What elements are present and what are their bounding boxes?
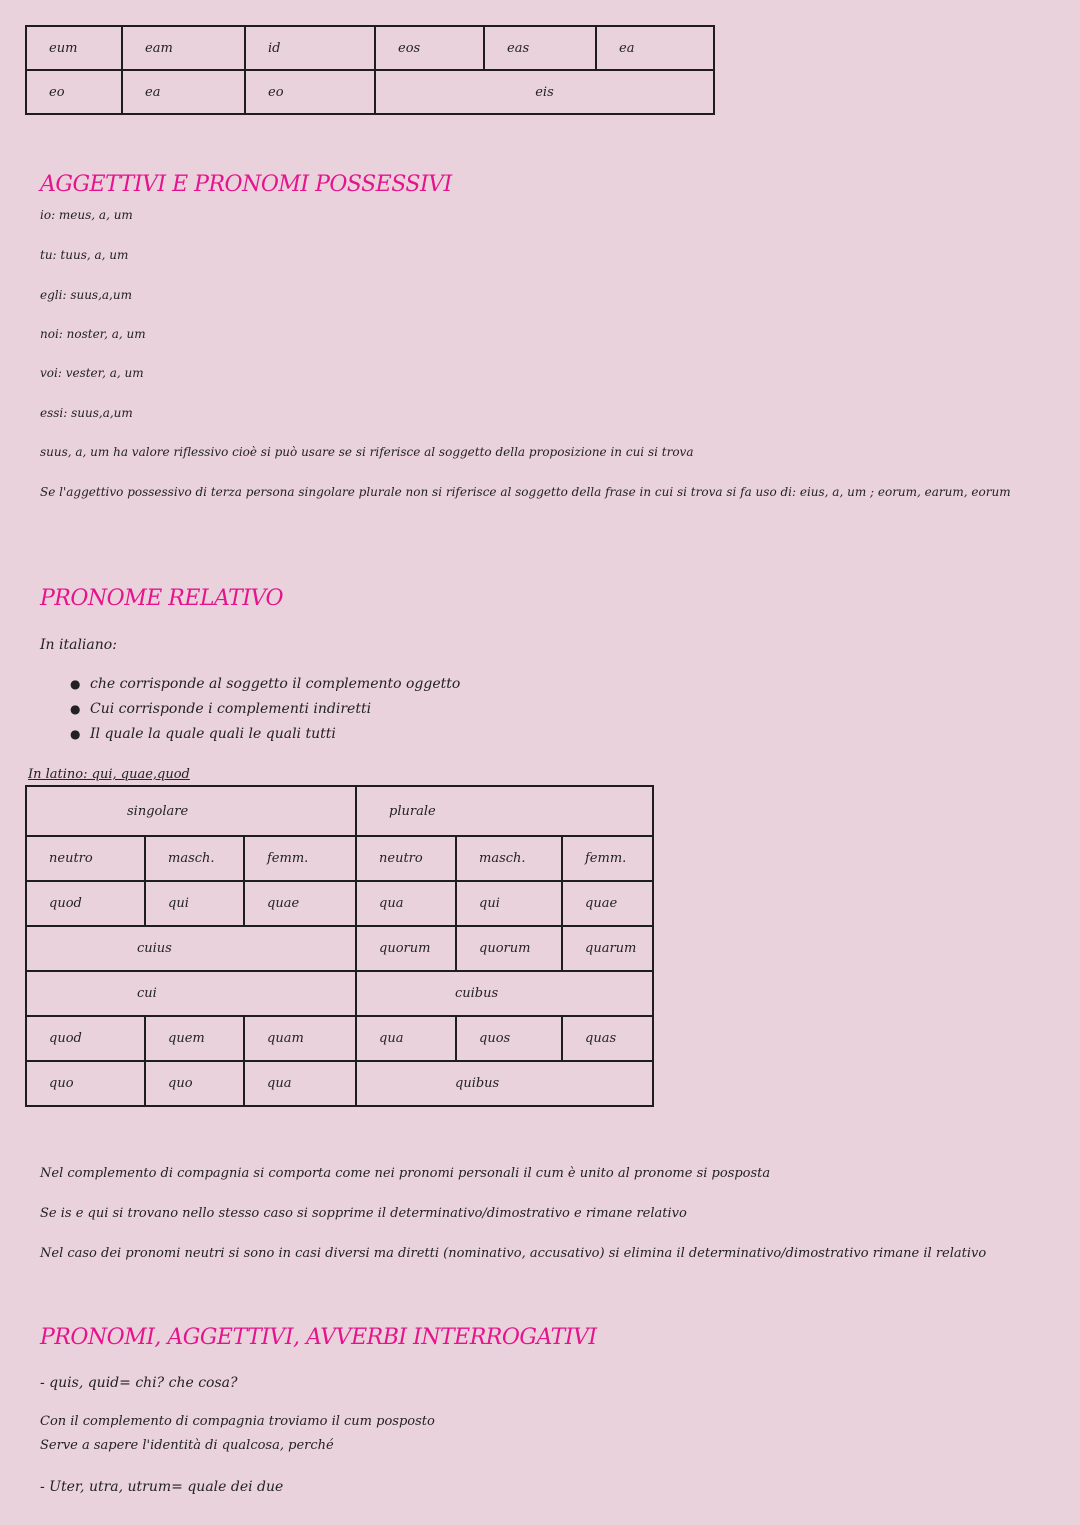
text-line: io: meus, a, um	[40, 208, 133, 222]
table-cell: quibus	[356, 1061, 653, 1106]
text-line: egli: suus,a,um	[40, 288, 132, 302]
table-row	[26, 786, 653, 836]
text-line: - Uter, utra, utrum= quale dei due	[40, 1479, 284, 1495]
table-cell: qui	[456, 881, 562, 926]
table-cell: cuius	[26, 926, 356, 971]
relative-pronoun-table	[25, 785, 654, 1107]
table-cell: ea	[596, 26, 714, 70]
text-line: Serve a sapere l'identità di qualcosa, perché	[40, 1438, 334, 1453]
list-item: ● Cui corrisponde i complementi indiretti	[70, 697, 460, 722]
text-line: noi: noster, a, um	[40, 327, 146, 341]
table-cell: quas	[562, 1016, 653, 1061]
table-row	[26, 70, 714, 114]
table-cell: qua	[244, 1061, 356, 1106]
text-line: essi: suus,a,um	[40, 406, 133, 420]
table-cell: qui	[145, 881, 244, 926]
section-heading-relativo: PRONOME RELATIVO	[40, 586, 284, 611]
table-row	[26, 926, 653, 971]
table-cell: ea	[122, 70, 245, 114]
table-cell: eo	[245, 70, 375, 114]
table-cell: cui	[26, 971, 356, 1016]
table-header-plurale: plurale	[356, 786, 653, 836]
table-cell: femm.	[244, 836, 356, 881]
table-cell: neutro	[26, 836, 145, 881]
text-line: - quis, quid= chi? che cosa?	[40, 1375, 238, 1391]
table-cell: cuibus	[356, 971, 653, 1016]
text-line: Con il complemento di compagnia troviamo il cum posposto	[40, 1414, 435, 1429]
relativo-note: Nel caso dei pronomi neutri si sono in casi diversi ma diretti (nominativo, accusativo) si elimina il determinativo/dimostrativo rimane il relativo	[40, 1246, 987, 1261]
bullet-list	[70, 672, 460, 747]
relativo-note: Se is e qui si trovano nello stesso caso si sopprime il determinativo/dimostrativo e rimane relativo	[40, 1206, 687, 1221]
list-item: ● Il quale la quale quali le quali tutti	[70, 722, 460, 747]
table-row	[26, 1016, 653, 1061]
table-cell: quam	[244, 1016, 356, 1061]
table-row	[26, 26, 714, 70]
table-cell: eam	[122, 26, 245, 70]
table-cell: eo	[26, 70, 122, 114]
table-cell: quo	[145, 1061, 244, 1106]
table-header-singolare: singolare	[26, 786, 356, 836]
table-row	[26, 836, 653, 881]
table-row	[26, 881, 653, 926]
table-cell: quorum	[356, 926, 456, 971]
table-cell: quae	[562, 881, 653, 926]
possessivi-note: Se l'aggettivo possessivo di terza persona singolare plurale non si riferisce al soggetto della frase in cui si trova si fa uso di: eius, a, um ; eorum, earum, eorum	[40, 485, 1011, 499]
table-row	[26, 1061, 653, 1106]
table-cell: quarum	[562, 926, 653, 971]
text-line: tu: tuus, a, um	[40, 248, 129, 262]
table-cell: quae	[244, 881, 356, 926]
table-row	[26, 971, 653, 1016]
table-cell: quod	[26, 1016, 145, 1061]
table-cell: qua	[356, 1016, 456, 1061]
table-cell: quorum	[456, 926, 562, 971]
table-cell: masch.	[145, 836, 244, 881]
intro-latino: In latino: qui, quae,quod	[28, 767, 190, 782]
intro-italiano: In italiano:	[40, 637, 117, 653]
table-cell: qua	[356, 881, 456, 926]
table-cell: quod	[26, 881, 145, 926]
table-cell: quo	[26, 1061, 145, 1106]
table-cell: id	[245, 26, 375, 70]
section-heading-interrogativi: PRONOMI, AGGETTIVI, AVVERBI INTERROGATIVI	[40, 1325, 597, 1350]
table-cell: eos	[375, 26, 484, 70]
section-heading-possessivi: AGGETTIVI E PRONOMI POSSESSIVI	[40, 172, 452, 197]
table-cell: eis	[375, 70, 714, 114]
table-cell: femm.	[562, 836, 653, 881]
relativo-note: Nel complemento di compagnia si comporta come nei pronomi personali il cum è unito al pronome si posposta	[40, 1166, 771, 1181]
table-cell: quem	[145, 1016, 244, 1061]
is-ea-id-table	[25, 25, 715, 115]
table-cell: eum	[26, 26, 122, 70]
table-cell: quos	[456, 1016, 562, 1061]
table-cell: neutro	[356, 836, 456, 881]
table-cell: eas	[484, 26, 596, 70]
table-cell: masch.	[456, 836, 562, 881]
text-line: suus, a, um ha valore riflessivo cioè si può usare se si riferisce al soggetto della proposizione in cui si trova	[40, 445, 694, 459]
list-item: ● che corrisponde al soggetto il complemento oggetto	[70, 672, 460, 697]
text-line: voi: vester, a, um	[40, 366, 144, 380]
